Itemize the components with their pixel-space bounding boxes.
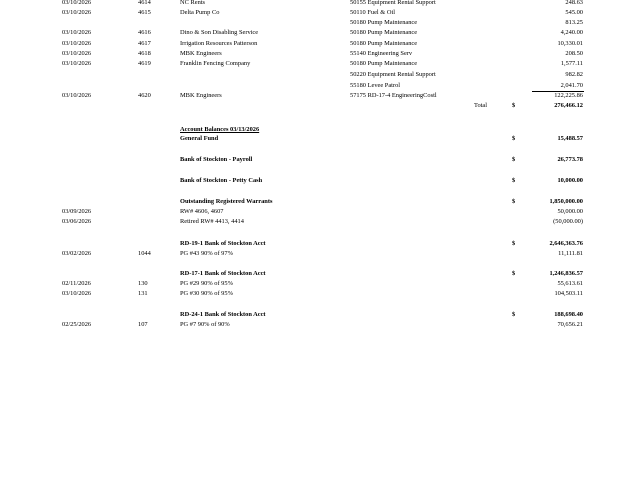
row-vendor: Irrigation Resources Patterson [180,40,258,47]
row-amount: 248.63 [565,0,583,6]
rd17-check-number: 130 [138,280,148,287]
row-check-number: 4619 [138,60,151,67]
general-fund-label: General Fund [180,135,219,142]
general-fund-amount: 15,488.57 [557,135,583,142]
row-check-number: 4620 [138,92,151,99]
row-account: 50180 Pump Maintenance [350,60,418,67]
warrant-description: Retired RW# 4413, 4414 [180,218,244,225]
rd19-account-label: RD-19-1 Bank of Stockton Acct [180,240,266,247]
rd17-description: PG #29 90% of 95% [180,280,233,287]
rd24-account-dollar-sign: $ [512,311,516,318]
warrants-dollar-sign: $ [512,198,516,205]
row-check-number: 4614 [138,0,151,6]
rd24-date: 02/25/2026 [62,321,92,328]
rd19-date: 03/02/2026 [62,250,92,257]
warrants-label: Outstanding Registered Warrants [180,198,273,205]
rd17-account-dollar-sign: $ [512,270,516,277]
row-vendor: Franklin Fencing Company [180,60,251,67]
rd17-amount: 55,613.61 [557,280,583,287]
rd17-date: 03/10/2026 [62,290,92,297]
row-account: 50220 Equipment Rental Support [350,71,436,78]
row-amount: 1,577.11 [560,60,583,67]
row-date: 03/10/2026 [62,40,92,47]
row-amount: 545.00 [565,9,583,16]
rd24-description: PG #7 90% of 90% [180,321,230,328]
total-dollar-sign: $ [512,102,516,109]
warrant-date: 03/09/2026 [62,208,92,215]
row-vendor: MBK Engineers [180,92,222,99]
row-vendor: NC Rents [180,0,206,6]
rd17-check-number: 131 [138,290,148,297]
row-account: 50180 Pump Maintenance [350,29,418,36]
general-fund-dollar-sign: $ [512,135,516,142]
warrant-amount: 50,000.00 [557,208,583,215]
petty-cash-amount: 10,000.00 [557,177,583,184]
row-account: 50110 Fuel & Oil [350,9,396,16]
rd17-account-amount: 1,246,836.57 [549,270,583,277]
row-account: 57175 RD-17-4 EngineeringCostl [350,92,437,99]
row-vendor: Delta Pump Co [180,9,220,16]
petty-cash-label: Bank of Stockton - Petty Cash [180,177,263,184]
rd17-date: 02/11/2026 [62,280,91,287]
row-amount: 813.25 [565,19,583,26]
row-vendor: Dino & Son Disabling Service [180,29,259,36]
row-amount: 2,041.70 [560,82,583,89]
row-account: 50180 Pump Maintenance [350,19,418,26]
row-vendor: MBK Engineers [180,50,222,57]
rd17-account-label: RD-17-1 Bank of Stockton Acct [180,270,266,277]
payroll-dollar-sign: $ [512,156,516,163]
total-label: Total [474,102,488,109]
warrant-amount: (50,000.00) [553,218,583,225]
rd19-check-number: 1044 [138,250,151,257]
row-date: 03/10/2026 [62,29,92,36]
row-date: 03/10/2026 [62,0,92,6]
row-date: 03/10/2026 [62,60,92,67]
petty-cash-dollar-sign: $ [512,177,516,184]
balances-heading: Account Balances 03/13/2026 [180,126,260,133]
row-check-number: 4615 [138,9,151,16]
row-account: 55180 Levee Patrol [350,82,401,89]
row-amount: 122,225.86 [554,92,583,99]
rd19-description: PG #43 90% of 97% [180,250,233,257]
row-date: 03/10/2026 [62,9,92,16]
row-amount: 208.50 [565,50,583,57]
rd19-amount: 11,111.81 [558,250,583,257]
rd24-account-amount: 188,698.40 [554,311,583,318]
warrants-amount: 1,850,000.00 [549,198,583,205]
row-amount: 4,240.00 [560,29,583,36]
warrant-date: 03/06/2026 [62,218,92,225]
total-amount: 276,466.12 [554,102,583,109]
row-account: 55140 Engineering Serv [350,50,413,57]
row-amount: 982.82 [565,71,583,78]
row-date: 03/10/2026 [62,50,92,57]
rd24-account-label: RD-24-1 Bank of Stockton Acct [180,311,266,318]
rd17-amount: 104,503.11 [554,290,583,297]
rd24-amount: 70,656.21 [557,321,583,328]
payroll-amount: 26,773.78 [557,156,583,163]
rd19-account-dollar-sign: $ [512,240,516,247]
row-check-number: 4616 [138,29,151,36]
row-check-number: 4617 [138,40,151,47]
row-account: 50155 Equipment Rental Support [350,0,436,6]
rd17-description: PG #30 90% of 95% [180,290,233,297]
rd24-check-number: 107 [138,321,148,328]
warrant-description: RW# 4606, 4607 [180,208,224,215]
payroll-label: Bank of Stockton - Payroll [180,156,253,163]
rd19-account-amount: 2,646,363.76 [549,240,583,247]
amount-underline [532,91,584,92]
row-account: 50180 Pump Maintenance [350,40,418,47]
row-date: 03/10/2026 [62,92,92,99]
row-amount: 10,330.01 [557,40,583,47]
row-check-number: 4618 [138,50,151,57]
